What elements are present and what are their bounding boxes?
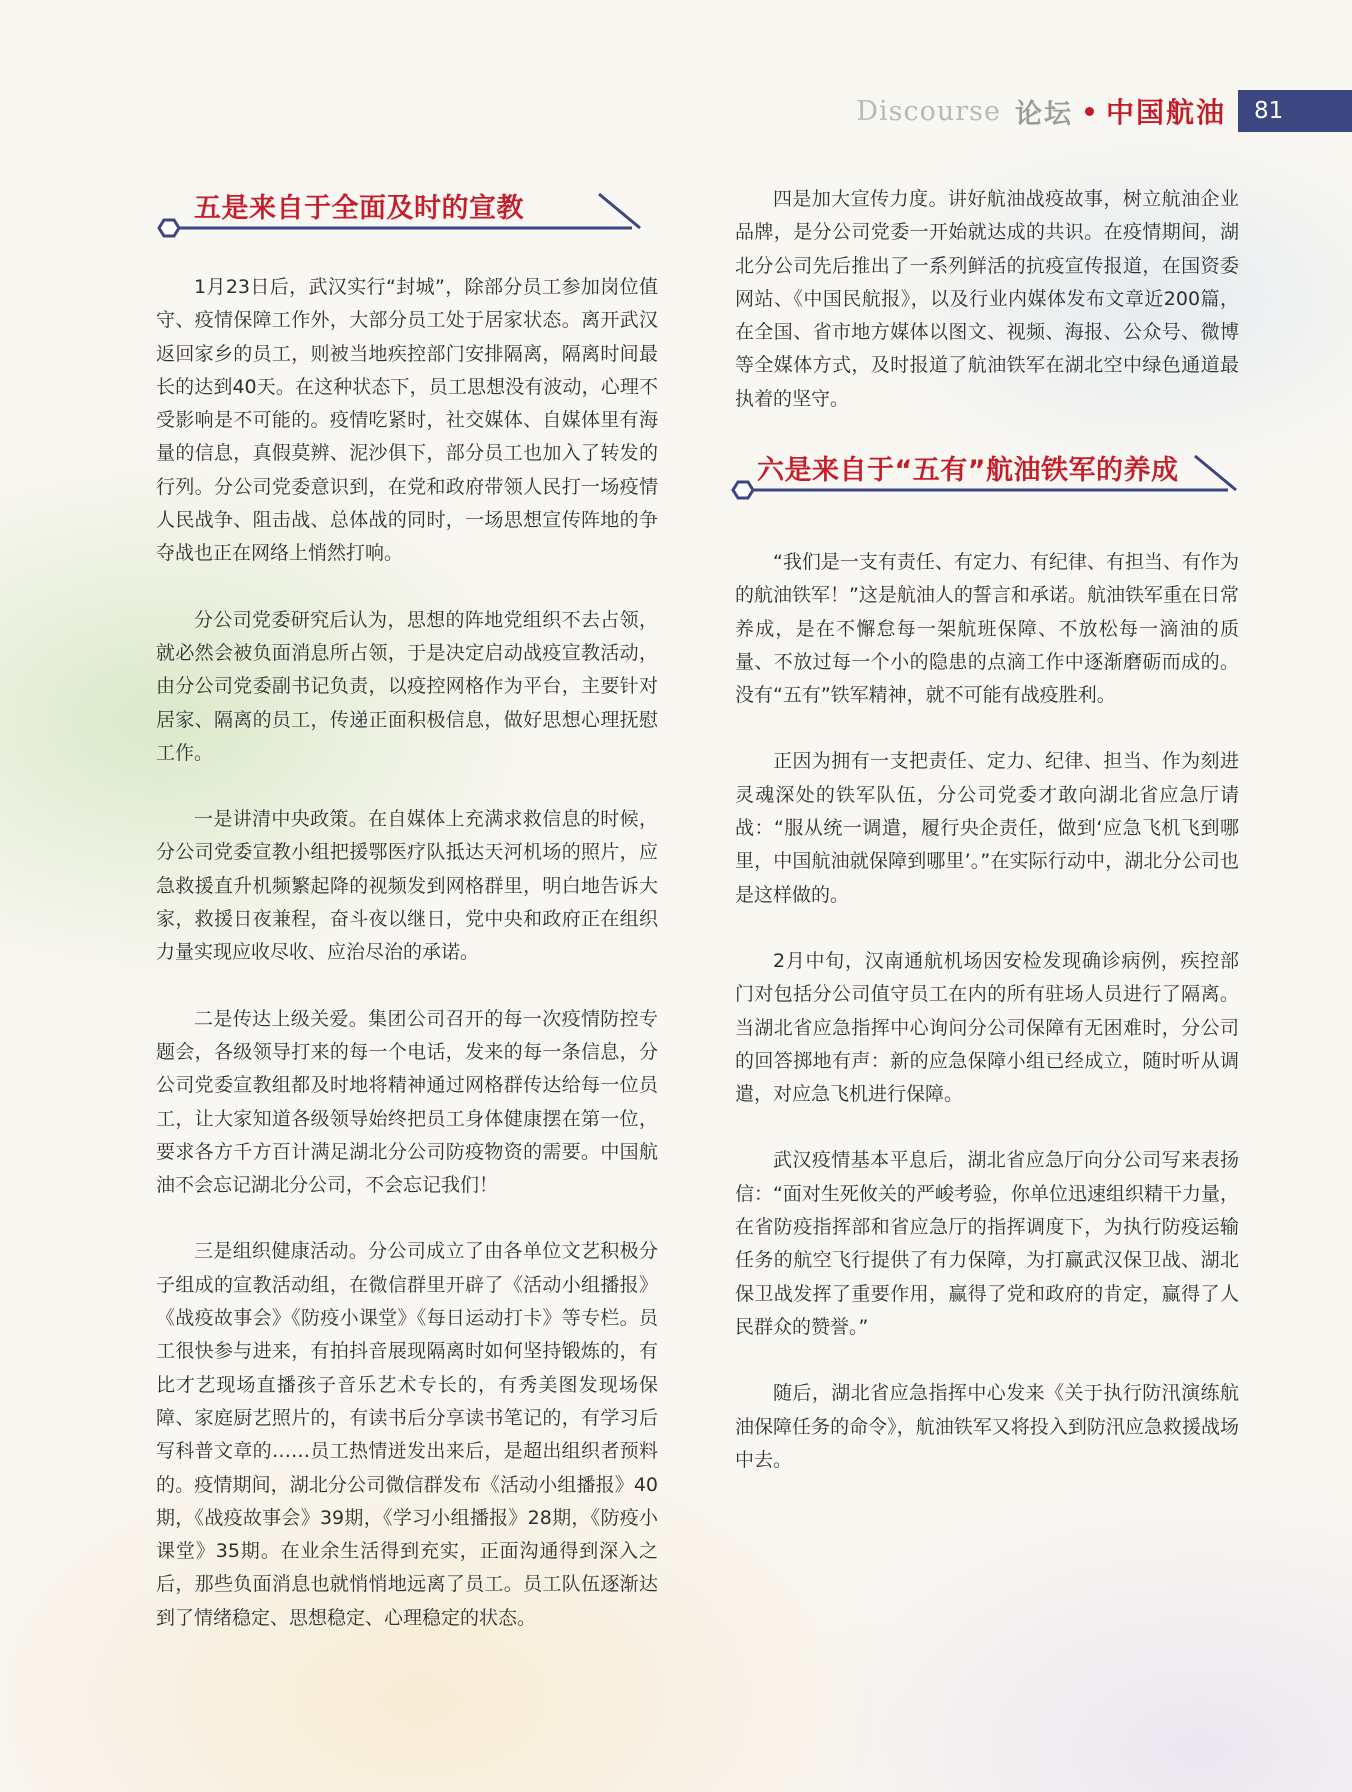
header-english-label: Discourse [856, 95, 1001, 127]
paragraph: 正因为拥有一支把责任、定力、纪律、担当、作为刻进灵魂深处的铁军队伍，分公司党委才敢向湖北省应急厅请战：“服从统一调遣，履行央企责任，做到‘应急飞机飞到哪里，中国航油就保障到哪里’。”在实际行动中，湖北分公司也是这样做的。 [735, 750, 1239, 906]
paragraph: 1月23日后，武汉实行“封城”，除部分员工参加岗位值守、疫情保障工作外，大部分员工处于居家状态。离开武汉返回家乡的员工，则被当地疾控部门安排隔离，隔离时间最长的达到40天。在这种状态下，员工思想没有波动，心理不受影响是不可能的。疫情吃紧时，社交媒体、自媒体里有海量的信息，真假莫辨、泥沙俱下，部分员工也加入了转发的行列。分公司党委意识到，在党和政府带领人民打一场疫情人民战争、阻击战、总体战的同时，一场思想宣传阵地的争夺战也正在网络上悄然打响。 [156, 276, 658, 565]
paragraph: 随后，湖北省应急指挥中心发来《关于执行防汛演练航油保障任务的命令》，航油铁军又将投入到防汛应急救援战场中去。 [735, 1382, 1239, 1471]
section-heading-six [732, 448, 1236, 496]
page-header [856, 90, 1352, 132]
paragraph: 分公司党委研究后认为，思想的阵地党组织不去占领，就必然会被负面消息所占领，于是决定启动战疫宣教活动，由分公司党委副书记负责，以疫控网格作为平台，主要针对居家、隔离的员工，传递正面积极信息，做好思想心理抚慰工作。 [156, 608, 658, 764]
header-separator-dot [1085, 107, 1094, 116]
section-title-five: 五是来自于全面及时的宣教 [194, 193, 524, 224]
left-column [156, 271, 658, 1635]
right-column [735, 183, 1239, 416]
paragraph: “我们是一支有责任、有定力、有纪律、有担当、有作为的航油铁军！”这是航油人的誓言和承诺。航油铁军重在日常养成，是在不懈怠每一架航班保障、不放松每一滴油的质量、不放过每一个小的隐患的点滴工作中逐渐磨砺而成的。没有“五有”铁军精神，就不可能有战疫胜利。 [735, 551, 1239, 707]
paragraph: 2月中旬，汉南通航机场因安检发现确诊病例，疾控部门对包括分公司值守员工在内的所有驻场人员进行了隔离。当湖北省应急指挥中心询问分公司保障有无困难时，分公司的回答掷地有声：新的应急保障小组已经成立，随时听从调遣，对应急飞机进行保障。 [735, 949, 1239, 1106]
header-brand: 中国航油 [1105, 96, 1226, 129]
section-heading-five [158, 186, 640, 234]
paragraph: 四是加大宣传力度。讲好航油战疫故事，树立航油企业品牌，是分公司党委一开始就达成的共识。在疫情期间，湖北分公司先后推出了一系列鲜活的抗疫宣传报道，在国资委网站、《中国民航报》，以及行业内媒体发布文章近200篇，在全国、省市地方媒体以图文、视频、海报、公众号、微博等全媒体方式，及时报道了航油铁军在湖北空中绿色通道最执着的坚守。 [735, 188, 1239, 410]
paragraph: 一是讲清中央政策。在自媒体上充满求救信息的时候，分公司党委宣教小组把援鄂医疗队抵达天河机场的照片，应急救援直升机频繁起降的视频发到网格群里，明白地告诉大家，救援日夜兼程，奋斗夜以继日，党中央和政府正在组织力量实现应收尽收、应治尽治的承诺。 [156, 808, 658, 964]
right-column-lower [735, 546, 1239, 1477]
paragraph: 武汉疫情基本平息后，湖北省应急厅向分公司写来表扬信：“面对生死攸关的严峻考验，你单位迅速组织精干力量，在省防疫指挥部和省应急厅的指挥调度下，为执行防疫运输任务的航空飞行提供了有力保障，为打赢武汉保卫战、湖北保卫战发挥了重要作用，赢得了党和政府的肯定，赢得了人民群众的赞誉。” [735, 1149, 1239, 1338]
section-title-six: 六是来自于“五有”航油铁军的养成 [757, 455, 1179, 486]
header-section-label: 论坛 [1014, 98, 1073, 130]
page-number: 81 [1238, 90, 1352, 132]
paragraph: 三是组织健康活动。分公司成立了由各单位文艺积极分子组成的宣教活动组，在微信群里开辟了《活动小组播报》《战疫故事会》《防疫小课堂》《每日运动打卡》等专栏。员工很快参与进来，有拍抖音展现隔离时如何坚持锻炼的，有比才艺现场直播孩子音乐艺术专长的，有秀美图发现场保障、家庭厨艺照片的，有读书后分享读书笔记的，有学习后写科普文章的……员工热情迸发出来后，是超出组织者预料的。疫情期间，湖北分公司微信群发布《活动小组播报》40期，《战疫故事会》39期，《学习小组播报》28期，《防疫小课堂》35期。在业余生活得到充实，正面沟通得到深入之后，那些负面消息也就悄悄地远离了员工。员工队伍逐渐达到了情绪稳定、思想稳定、心理稳定的状态。 [156, 1240, 658, 1629]
paragraph: 二是传达上级关爱。集团公司召开的每一次疫情防控专题会，各级领导打来的每一个电话，发来的每一条信息，分公司党委宣教组都及时地将精神通过网格群传达给每一位员工，让大家知道各级领导始终把员工身体健康摆在第一位，要求各方千方百计满足湖北分公司防疫物资的需要。中国航油不会忘记湖北分公司，不会忘记我们！ [156, 1007, 658, 1197]
